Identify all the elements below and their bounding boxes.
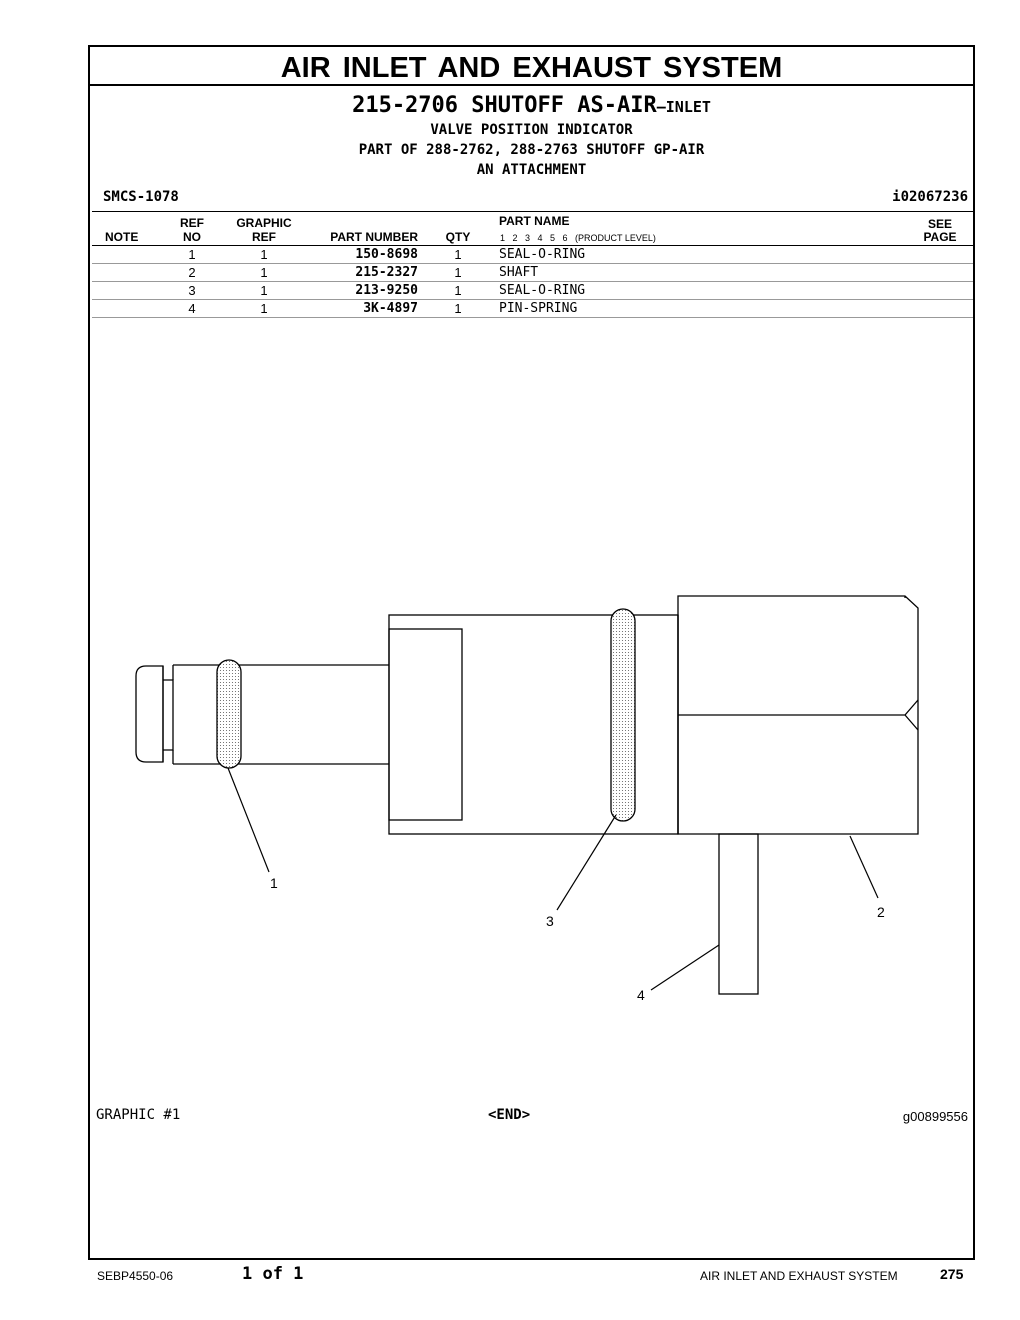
- row-graphic: 1: [260, 265, 268, 280]
- row-part-name: SHAFT: [499, 265, 539, 280]
- callout-4: 4: [637, 987, 645, 1003]
- assembly-subtitle: VALVE POSITION INDICATOR: [430, 122, 633, 138]
- header-ref-bottom: NO: [183, 230, 201, 244]
- row-part-number: 213-9250: [355, 283, 418, 298]
- row-ref: 4: [188, 301, 196, 316]
- section-title: AIR INLET AND EXHAUST SYSTEM: [90, 47, 973, 86]
- header-note: NOTE: [105, 230, 139, 244]
- row-part-number: 215-2327: [355, 265, 418, 280]
- header-graphic-bottom: REF: [252, 230, 276, 244]
- row-part-number: 3K-4897: [363, 301, 418, 316]
- spring-pin: [719, 834, 758, 994]
- row-part-name: PIN-SPRING: [499, 301, 578, 316]
- header-part-name: PART NAME: [499, 214, 570, 228]
- footer-page-count: 1 of 1: [242, 1264, 304, 1284]
- o-ring-body: [611, 609, 635, 821]
- assembly-attachment: AN ATTACHMENT: [476, 162, 587, 178]
- header-part-number: PART NUMBER: [330, 230, 418, 244]
- row-qty: 1: [454, 265, 462, 280]
- row-qty: 1: [454, 301, 462, 316]
- shaft-tip: [136, 666, 163, 762]
- end-marker: <END>: [488, 1107, 531, 1123]
- leader-line-3: [557, 815, 616, 910]
- header-see-top: SEE: [927, 217, 952, 231]
- row-ref: 3: [188, 283, 196, 298]
- callout-3: 3: [546, 913, 554, 929]
- callout-2: 2: [877, 904, 885, 920]
- callout-1: 1: [270, 875, 278, 891]
- row-qty: 1: [454, 283, 462, 298]
- row-qty: 1: [454, 247, 462, 262]
- row-part-name: SEAL-O-RING: [499, 283, 586, 298]
- row-ref: 1: [188, 247, 196, 262]
- o-ring-shaft: [217, 660, 241, 768]
- assembly-name: SHUTOFF AS-AIR: [471, 93, 657, 118]
- assembly-part-of: PART OF 288-2762, 288-2763 SHUTOFF GP-AIR: [358, 142, 705, 158]
- smcs-code: SMCS-1078: [103, 189, 179, 205]
- header-see-bottom: PAGE: [923, 230, 957, 244]
- leader-line-1: [228, 768, 269, 872]
- graphic-id: g00899556: [902, 1109, 968, 1124]
- assembly-suffix: —INLET: [656, 98, 711, 116]
- leader-line-4: [651, 945, 719, 990]
- leader-line-2: [850, 836, 878, 898]
- header-qty: QTY: [445, 230, 471, 244]
- row-graphic: 1: [260, 301, 268, 316]
- footer-page-number: 275: [940, 1266, 964, 1282]
- row-graphic: 1: [260, 247, 268, 262]
- header-graphic-top: GRAPHIC: [236, 216, 292, 230]
- header-ref-top: REF: [180, 216, 204, 230]
- row-ref: 2: [188, 265, 196, 280]
- header-product-levels: 1 2 3 4 5 6 (PRODUCT LEVEL): [500, 233, 656, 243]
- valve-body-inner: [389, 629, 462, 820]
- row-part-number: 150-8698: [355, 247, 418, 262]
- row-graphic: 1: [260, 283, 268, 298]
- document-id: i02067236: [892, 189, 968, 205]
- graphic-label: GRAPHIC #1: [96, 1107, 181, 1123]
- shaft-body: [173, 665, 389, 764]
- footer-doc-number: SEBP4550-06: [97, 1269, 174, 1283]
- row-part-name: SEAL-O-RING: [499, 247, 586, 262]
- assembly-number: 215-2706: [352, 93, 459, 118]
- footer-section-name: AIR INLET AND EXHAUST SYSTEM: [700, 1269, 898, 1283]
- shaft-neck: [163, 680, 173, 750]
